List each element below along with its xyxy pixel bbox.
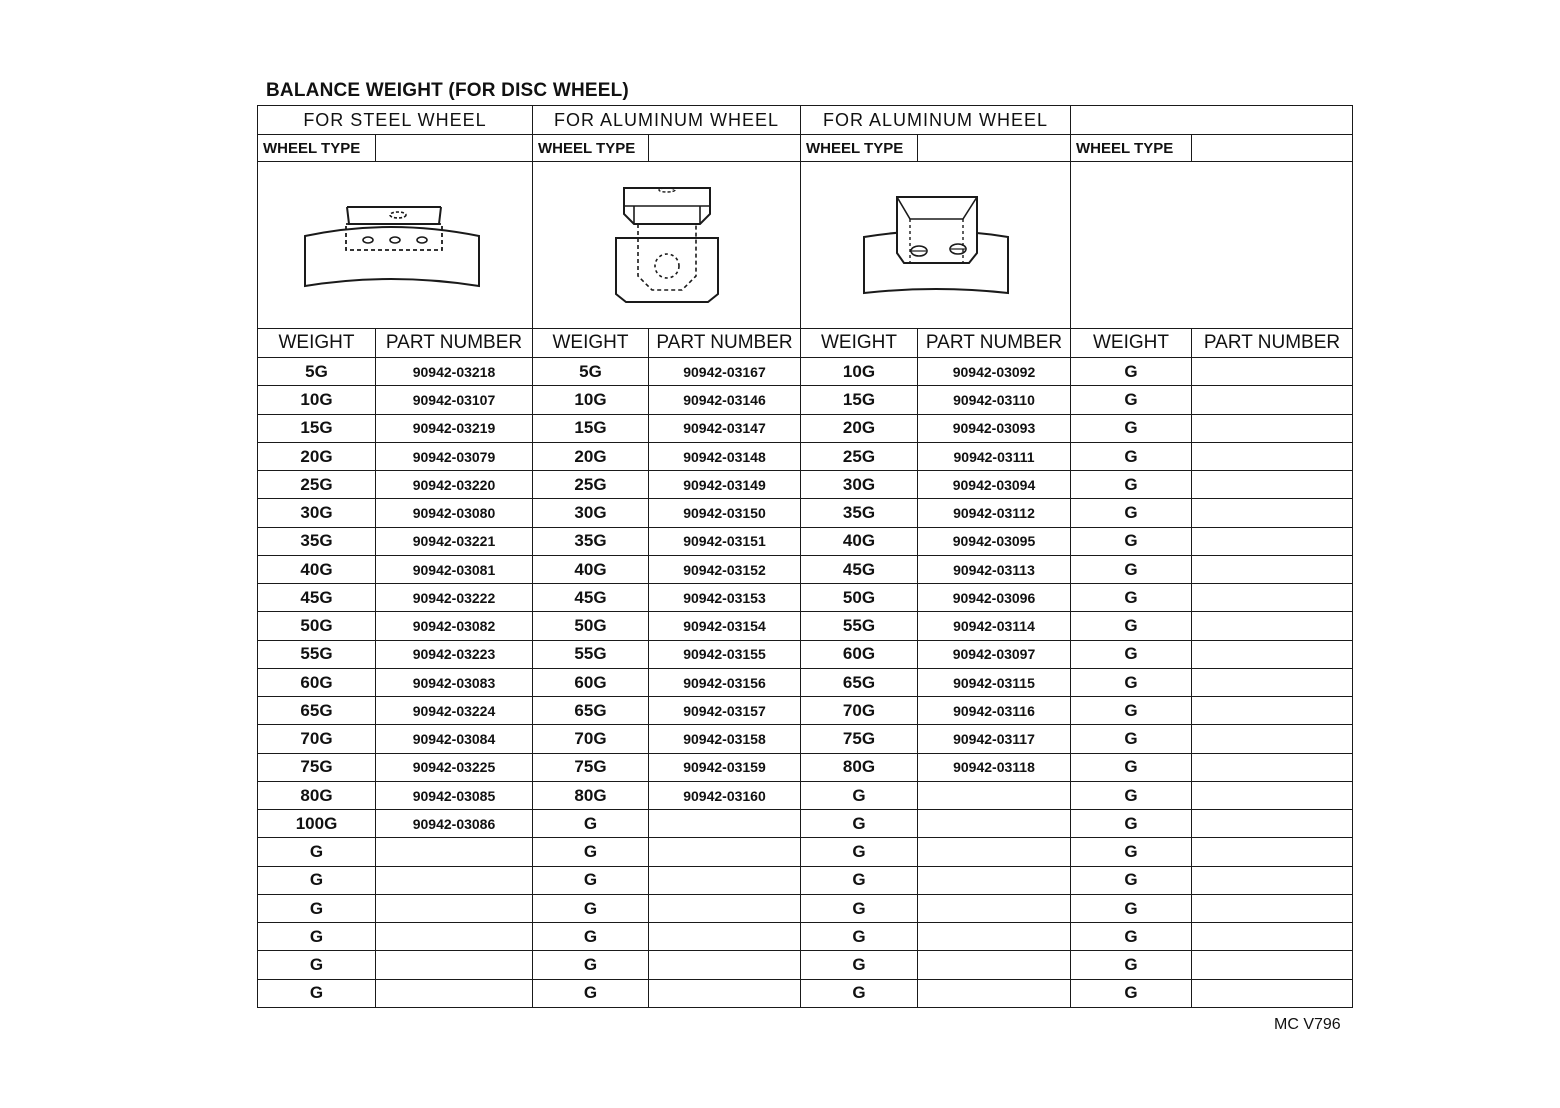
weight-cell: 70G xyxy=(258,725,376,753)
weight-cell: G xyxy=(258,838,376,866)
weight-cell: 70G xyxy=(533,725,649,753)
part-number-cell xyxy=(1192,923,1353,951)
wheel-type-value xyxy=(376,135,533,162)
weight-cell: 25G xyxy=(533,471,649,499)
wheel-type-value xyxy=(649,135,801,162)
wheel-type-value xyxy=(1192,135,1353,162)
weight-header: WEIGHT xyxy=(258,328,376,357)
part-number-cell: 90942-03117 xyxy=(918,725,1071,753)
weight-cell: G xyxy=(258,894,376,922)
weight-cell: 45G xyxy=(258,584,376,612)
weight-cell: G xyxy=(1071,612,1192,640)
weight-cell: G xyxy=(258,951,376,979)
table-row xyxy=(258,527,1353,555)
weight-cell: G xyxy=(1071,781,1192,809)
weight-cell: 60G xyxy=(533,668,649,696)
part-number-cell xyxy=(1192,697,1353,725)
part-number-cell xyxy=(918,866,1071,894)
table-row xyxy=(258,668,1353,696)
weight-cell: 10G xyxy=(533,386,649,414)
weight-cell: G xyxy=(1071,979,1192,1007)
weight-cell: 20G xyxy=(533,442,649,470)
part-number-cell xyxy=(376,979,533,1007)
weight-cell: 45G xyxy=(533,584,649,612)
part-number-cell xyxy=(376,866,533,894)
part-number-cell: 90942-03150 xyxy=(649,499,801,527)
wheel-type-label: WHEEL TYPE xyxy=(801,135,918,162)
weight-cell: G xyxy=(1071,725,1192,753)
wheel-type-label: WHEEL TYPE xyxy=(533,135,649,162)
weight-cell: G xyxy=(801,781,918,809)
part-number-cell: 90942-03079 xyxy=(376,442,533,470)
part-number-cell xyxy=(918,979,1071,1007)
part-number-cell: 90942-03084 xyxy=(376,725,533,753)
table-row xyxy=(258,894,1353,922)
weight-cell: G xyxy=(533,923,649,951)
weight-header: WEIGHT xyxy=(1071,328,1192,357)
weight-cell: G xyxy=(1071,386,1192,414)
part-number-cell: 90942-03080 xyxy=(376,499,533,527)
weight-cell: 5G xyxy=(533,358,649,386)
part-number-cell xyxy=(649,810,801,838)
weight-cell: 30G xyxy=(258,499,376,527)
weight-cell: 30G xyxy=(801,471,918,499)
part-number-cell xyxy=(918,894,1071,922)
table-row xyxy=(258,781,1353,809)
weight-cell: G xyxy=(258,923,376,951)
table-row xyxy=(258,471,1353,499)
part-number-cell xyxy=(1192,499,1353,527)
part-number-cell xyxy=(918,951,1071,979)
steel-clip-weight-diagram xyxy=(295,190,495,300)
weight-cell: G xyxy=(258,866,376,894)
section-title-blank xyxy=(1071,106,1353,135)
aluminum-clip-weight-diagram-1 xyxy=(602,180,732,310)
part-number-cell: 90942-03095 xyxy=(918,527,1071,555)
part-number-cell xyxy=(918,838,1071,866)
part-number-cell xyxy=(649,951,801,979)
table-row xyxy=(258,923,1353,951)
part-number-cell xyxy=(1192,951,1353,979)
part-number-cell: 90942-03107 xyxy=(376,386,533,414)
table-row xyxy=(258,584,1353,612)
part-number-cell xyxy=(649,866,801,894)
weight-cell: G xyxy=(533,951,649,979)
weight-cell: 60G xyxy=(801,640,918,668)
weight-cell: 65G xyxy=(801,668,918,696)
part-number-cell xyxy=(1192,612,1353,640)
table-row xyxy=(258,866,1353,894)
weight-cell: G xyxy=(1071,866,1192,894)
weight-cell: G xyxy=(1071,951,1192,979)
weight-cell: G xyxy=(1071,414,1192,442)
weight-cell: 40G xyxy=(533,555,649,583)
weight-cell: 35G xyxy=(258,527,376,555)
weight-cell: G xyxy=(801,951,918,979)
part-number-cell: 90942-03167 xyxy=(649,358,801,386)
weight-cell: G xyxy=(801,838,918,866)
weight-cell: 25G xyxy=(258,471,376,499)
weight-cell: 50G xyxy=(258,612,376,640)
table-row xyxy=(258,555,1353,583)
part-number-cell xyxy=(918,923,1071,951)
part-number-cell xyxy=(376,923,533,951)
steel-weight-illustration xyxy=(258,162,533,328)
part-number-cell: 90942-03156 xyxy=(649,668,801,696)
part-number-cell: 90942-03092 xyxy=(918,358,1071,386)
weight-cell: G xyxy=(1071,838,1192,866)
weight-cell: G xyxy=(1071,640,1192,668)
weight-cell: 35G xyxy=(533,527,649,555)
part-number-cell: 90942-03097 xyxy=(918,640,1071,668)
part-number-cell: 90942-03219 xyxy=(376,414,533,442)
weight-cell: G xyxy=(1071,555,1192,583)
part-number-cell: 90942-03218 xyxy=(376,358,533,386)
part-number-cell xyxy=(649,838,801,866)
table-row xyxy=(258,640,1353,668)
weight-cell: G xyxy=(533,866,649,894)
weight-cell: G xyxy=(801,894,918,922)
wheel-type-value xyxy=(918,135,1071,162)
weight-cell: 5G xyxy=(258,358,376,386)
page-title: BALANCE WEIGHT (FOR DISC WHEEL) xyxy=(266,80,629,101)
section-title-aluminum-2: FOR ALUMINUM WHEEL xyxy=(801,106,1071,135)
weight-cell: 40G xyxy=(258,555,376,583)
weight-cell: 20G xyxy=(258,442,376,470)
weight-cell: 80G xyxy=(533,781,649,809)
part-number-cell xyxy=(1192,358,1353,386)
table-row xyxy=(258,358,1353,386)
weight-cell: 55G xyxy=(258,640,376,668)
part-number-cell xyxy=(376,838,533,866)
part-number-cell xyxy=(649,894,801,922)
part-number-cell xyxy=(1192,527,1353,555)
part-number-cell xyxy=(1192,640,1353,668)
weight-cell: 45G xyxy=(801,555,918,583)
weight-cell: G xyxy=(1071,810,1192,838)
part-number-cell: 90942-03148 xyxy=(649,442,801,470)
part-number-cell: 90942-03153 xyxy=(649,584,801,612)
weight-cell: 80G xyxy=(801,753,918,781)
weight-header: WEIGHT xyxy=(801,328,918,357)
part-number-cell xyxy=(918,781,1071,809)
weight-cell: G xyxy=(533,838,649,866)
weight-rows xyxy=(258,358,1353,1008)
weight-cell: 55G xyxy=(533,640,649,668)
weight-cell: 15G xyxy=(258,414,376,442)
weight-cell: 55G xyxy=(801,612,918,640)
weight-cell: 10G xyxy=(258,386,376,414)
part-number-cell: 90942-03147 xyxy=(649,414,801,442)
weight-cell: G xyxy=(801,923,918,951)
part-number-cell: 90942-03224 xyxy=(376,697,533,725)
weight-cell: G xyxy=(1071,358,1192,386)
part-number-cell xyxy=(376,951,533,979)
part-number-cell: 90942-03154 xyxy=(649,612,801,640)
part-number-cell: 90942-03111 xyxy=(918,442,1071,470)
table-row xyxy=(258,810,1353,838)
section-title-steel: FOR STEEL WHEEL xyxy=(258,106,533,135)
weight-cell: G xyxy=(1071,527,1192,555)
weight-cell: 65G xyxy=(533,697,649,725)
wheel-type-label: WHEEL TYPE xyxy=(1071,135,1192,162)
aluminum-weight-illustration-2 xyxy=(801,162,1071,328)
part-number-header: PART NUMBER xyxy=(918,328,1071,357)
part-number-cell: 90942-03118 xyxy=(918,753,1071,781)
part-number-cell: 90942-03081 xyxy=(376,555,533,583)
weight-cell: G xyxy=(1071,923,1192,951)
weight-cell: G xyxy=(1071,753,1192,781)
weight-cell: G xyxy=(533,894,649,922)
part-number-cell: 90942-03115 xyxy=(918,668,1071,696)
part-number-cell: 90942-03093 xyxy=(918,414,1071,442)
part-number-cell xyxy=(1192,471,1353,499)
weight-cell: 20G xyxy=(801,414,918,442)
table-row xyxy=(258,386,1353,414)
weight-cell: 15G xyxy=(533,414,649,442)
part-number-cell xyxy=(1192,781,1353,809)
table-row xyxy=(258,442,1353,470)
table-row xyxy=(258,979,1353,1007)
part-number-cell: 90942-03151 xyxy=(649,527,801,555)
part-number-cell: 90942-03116 xyxy=(918,697,1071,725)
weight-cell: 75G xyxy=(801,725,918,753)
part-number-cell: 90942-03157 xyxy=(649,697,801,725)
wheel-type-label: WHEEL TYPE xyxy=(258,135,376,162)
part-number-cell: 90942-03149 xyxy=(649,471,801,499)
part-number-cell xyxy=(1192,414,1353,442)
part-number-cell xyxy=(376,894,533,922)
weight-cell: G xyxy=(1071,668,1192,696)
part-number-cell: 90942-03159 xyxy=(649,753,801,781)
weight-cell: G xyxy=(1071,697,1192,725)
weight-cell: G xyxy=(258,979,376,1007)
weight-cell: 30G xyxy=(533,499,649,527)
weight-cell: G xyxy=(801,810,918,838)
part-number-cell xyxy=(1192,725,1353,753)
part-number-cell xyxy=(1192,668,1353,696)
section-title-aluminum-1: FOR ALUMINUM WHEEL xyxy=(533,106,801,135)
weight-cell: 70G xyxy=(801,697,918,725)
weight-cell: 60G xyxy=(258,668,376,696)
part-number-cell: 90942-03114 xyxy=(918,612,1071,640)
weight-cell: 75G xyxy=(533,753,649,781)
part-number-cell: 90942-03222 xyxy=(376,584,533,612)
part-number-cell xyxy=(1192,555,1353,583)
part-number-cell xyxy=(1192,866,1353,894)
weight-cell: G xyxy=(801,979,918,1007)
table-row xyxy=(258,414,1353,442)
weight-cell: G xyxy=(1071,584,1192,612)
weight-cell: 50G xyxy=(533,612,649,640)
balance-weight-table xyxy=(257,105,1353,1008)
part-number-cell: 90942-03158 xyxy=(649,725,801,753)
weight-cell: 35G xyxy=(801,499,918,527)
part-number-cell: 90942-03110 xyxy=(918,386,1071,414)
table-row xyxy=(258,499,1353,527)
part-number-cell xyxy=(1192,838,1353,866)
part-number-cell: 90942-03152 xyxy=(649,555,801,583)
part-number-cell: 90942-03096 xyxy=(918,584,1071,612)
part-number-header: PART NUMBER xyxy=(1192,328,1353,357)
part-number-cell xyxy=(1192,894,1353,922)
part-number-cell: 90942-03112 xyxy=(918,499,1071,527)
table-row xyxy=(258,612,1353,640)
weight-cell: 100G xyxy=(258,810,376,838)
part-number-cell xyxy=(649,979,801,1007)
weight-cell: 40G xyxy=(801,527,918,555)
part-number-cell: 90942-03082 xyxy=(376,612,533,640)
weight-cell: 75G xyxy=(258,753,376,781)
part-number-cell: 90942-03083 xyxy=(376,668,533,696)
part-number-cell xyxy=(1192,584,1353,612)
part-number-cell xyxy=(649,923,801,951)
part-number-header: PART NUMBER xyxy=(649,328,801,357)
part-number-header: PART NUMBER xyxy=(376,328,533,357)
figure-code: MC V796 xyxy=(1274,1016,1341,1033)
blank-illustration xyxy=(1071,162,1353,328)
table-row xyxy=(258,951,1353,979)
weight-cell: G xyxy=(1071,471,1192,499)
part-number-cell: 90942-03086 xyxy=(376,810,533,838)
weight-header: WEIGHT xyxy=(533,328,649,357)
part-number-cell: 90942-03155 xyxy=(649,640,801,668)
part-number-cell xyxy=(1192,386,1353,414)
part-number-cell: 90942-03146 xyxy=(649,386,801,414)
table-row xyxy=(258,725,1353,753)
weight-cell: G xyxy=(1071,894,1192,922)
part-number-cell: 90942-03221 xyxy=(376,527,533,555)
weight-cell: 15G xyxy=(801,386,918,414)
part-number-cell xyxy=(1192,442,1353,470)
table-row xyxy=(258,838,1353,866)
part-number-cell: 90942-03223 xyxy=(376,640,533,668)
part-number-cell xyxy=(1192,810,1353,838)
aluminum-clip-weight-diagram-2 xyxy=(856,185,1016,305)
weight-cell: G xyxy=(1071,499,1192,527)
part-number-cell xyxy=(1192,753,1353,781)
part-number-cell: 90942-03225 xyxy=(376,753,533,781)
part-number-cell: 90942-03113 xyxy=(918,555,1071,583)
part-number-cell: 90942-03094 xyxy=(918,471,1071,499)
part-number-cell: 90942-03160 xyxy=(649,781,801,809)
part-number-cell: 90942-03085 xyxy=(376,781,533,809)
table-row xyxy=(258,753,1353,781)
weight-cell: G xyxy=(533,810,649,838)
weight-cell: 25G xyxy=(801,442,918,470)
part-number-cell xyxy=(918,810,1071,838)
part-number-cell xyxy=(1192,979,1353,1007)
weight-cell: G xyxy=(1071,442,1192,470)
part-number-cell: 90942-03220 xyxy=(376,471,533,499)
weight-cell: 65G xyxy=(258,697,376,725)
table-row xyxy=(258,697,1353,725)
weight-cell: 10G xyxy=(801,358,918,386)
aluminum-weight-illustration-1 xyxy=(533,162,801,328)
weight-cell: G xyxy=(533,979,649,1007)
weight-cell: 50G xyxy=(801,584,918,612)
weight-cell: G xyxy=(801,866,918,894)
weight-cell: 80G xyxy=(258,781,376,809)
